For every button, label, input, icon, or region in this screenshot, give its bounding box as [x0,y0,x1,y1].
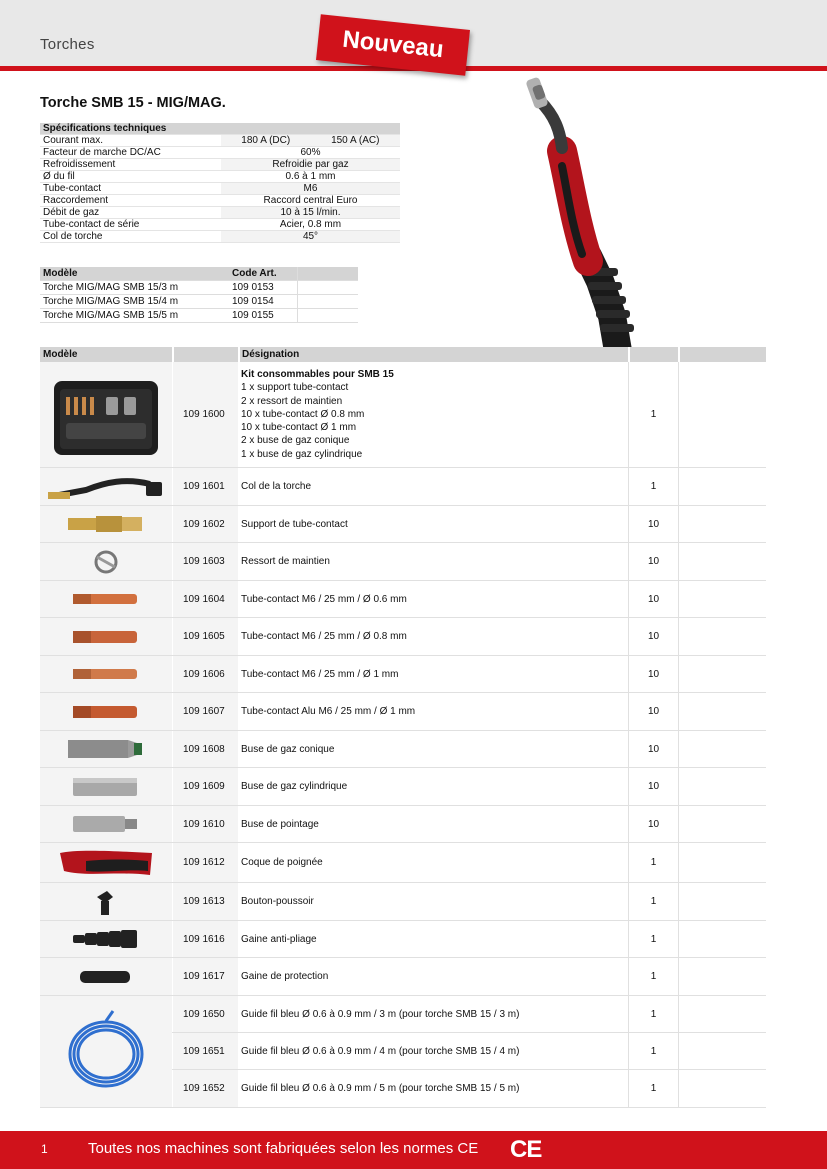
part-code: 109 1604 [172,581,238,617]
model-header [40,267,358,281]
table-row [172,1033,766,1070]
spec-row [40,207,400,219]
spec-row [40,195,400,207]
part-code: 109 1608 [172,731,238,767]
model-name: Torche MIG/MAG SMB 15/5 m [43,310,179,321]
part-description: Buse de gaz cylindrique [238,768,628,805]
code-col-header: Code Art. [232,268,277,279]
part-qty: 1 [628,843,678,882]
model-row [40,295,358,309]
part-code: 109 1616 [172,921,238,957]
footer-note: Toutes nos machines sont fabriquées selon les normes CE [88,1140,479,1157]
torch-image [500,76,680,351]
table-row [40,618,766,656]
contact-holder-icon [40,506,172,542]
parts-designation-header: Désignation [238,347,628,362]
contact-tip-icon [40,693,172,730]
kit-line: 10 x tube-contact Ø 1 mm [241,422,357,434]
part-qty: 10 [628,581,678,617]
wire-guide-icon [40,996,172,1107]
spec-label: Facteur de marche DC/AC [43,147,161,158]
model-code: 109 0155 [232,310,274,321]
part-qty: 10 [628,768,678,805]
product-title: Torche SMB 15 - MIG/MAG. [40,95,226,111]
part-description: Support de tube-contact [238,506,628,542]
spec-table [40,123,400,243]
spec-row [40,159,400,171]
part-description: Tube-contact M6 / 25 mm / Ø 1 mm [238,656,628,692]
spec-row [40,171,400,183]
table-row [40,806,766,843]
part-code: 109 1609 [172,768,238,805]
kit-title: Kit consommables pour SMB 15 [241,368,394,380]
part-description: Tube-contact M6 / 25 mm / Ø 0.6 mm [238,581,628,617]
model-name: Torche MIG/MAG SMB 15/4 m [43,296,179,307]
part-code: 109 1600 [172,362,238,467]
spec-row [40,183,400,195]
part-qty: 1 [628,1033,678,1069]
part-code: 109 1610 [172,806,238,842]
spec-row [40,147,400,159]
table-row [40,506,766,543]
part-description: Buse de pointage [238,806,628,842]
push-button-icon [40,883,172,920]
spec-title: Spécifications techniques [43,123,167,134]
part-description: Tube-contact Alu M6 / 25 mm / Ø 1 mm [238,693,628,730]
table-row [40,958,766,996]
spec-ac: 150 A (AC) [331,135,380,146]
spec-value [221,135,400,146]
model-table [40,267,358,323]
part-qty: 1 [628,1070,678,1107]
table-row [40,921,766,958]
model-name: Torche MIG/MAG SMB 15/3 m [43,282,179,293]
protective-sleeve-icon [40,958,172,995]
kit-line: 2 x buse de gaz conique [241,435,350,447]
spring-icon [40,543,172,580]
contact-tip-icon [40,581,172,617]
model-col-header: Modèle [43,268,78,279]
spec-value: M6 [221,183,400,194]
spec-label: Refroidissement [43,159,116,170]
spec-label: Tube-contact de série [43,219,140,230]
torch-neck-icon [40,468,172,505]
part-description: Guide fil bleu Ø 0.6 à 0.9 mm / 3 m (pour torche SMB 15 / 3 m) [238,996,628,1032]
model-code: 109 0154 [232,296,274,307]
part-code: 109 1601 [172,468,238,505]
table-row [40,883,766,921]
spec-label: Ø du fil [43,171,75,182]
model-code: 109 0153 [232,282,274,293]
table-row [40,768,766,806]
part-description: Gaine de protection [238,958,628,995]
spec-value: 45° [221,231,400,242]
spec-value: Raccord central Euro [263,195,358,206]
table-row [172,1070,766,1107]
contact-tip-icon [40,618,172,655]
part-code: 109 1603 [172,543,238,580]
part-description: Bouton-poussoir [238,883,628,920]
part-code: 109 1613 [172,883,238,920]
table-row [40,656,766,693]
table-row-kit [40,362,766,468]
spec-label: Raccordement [43,195,109,206]
kit-line: 1 x buse de gaz cylindrique [241,448,363,460]
part-qty: 10 [628,731,678,767]
spec-row [40,231,400,243]
part-code: 109 1617 [172,958,238,995]
kit-line: 2 x ressort de maintien [241,395,343,407]
spec-value: 10 à 15 l/min. [221,207,400,218]
handle-shell-icon [40,843,172,882]
part-description: Guide fil bleu Ø 0.6 à 0.9 mm / 4 m (pour torche SMB 15 / 4 m) [238,1033,628,1069]
part-qty: 1 [628,996,678,1032]
new-badge: Nouveau [316,14,470,75]
part-code: 109 1607 [172,693,238,730]
spec-header [40,123,400,135]
table-row [40,693,766,731]
spec-row [40,135,400,147]
part-qty: 1 [628,883,678,920]
spot-nozzle-icon [40,806,172,842]
spec-value: 60% [300,147,321,158]
part-code: 109 1602 [172,506,238,542]
wire-guide-block [40,996,766,1108]
table-row [172,996,766,1033]
part-description: Col de la torche [238,468,628,505]
model-row [40,281,358,295]
part-description: Ressort de maintien [238,543,628,580]
part-code: 109 1612 [172,843,238,882]
part-qty: 1 [628,362,678,467]
spec-value: Refroidie par gaz [221,159,400,170]
kit-description [238,362,628,467]
spec-row [40,219,400,231]
table-row [40,543,766,581]
page-number: 1 [41,1142,48,1156]
footer [0,1131,827,1169]
spec-label: Tube-contact [43,183,101,194]
conical-nozzle-icon [40,731,172,767]
part-description: Guide fil bleu Ø 0.6 à 0.9 mm / 5 m (pour torche SMB 15 / 5 m) [238,1070,628,1107]
ce-mark-icon: CE [510,1136,542,1163]
part-description: Coque de poignée [238,843,628,882]
table-row [40,581,766,618]
part-qty: 10 [628,693,678,730]
kit-line: 10 x tube-contact Ø 0.8 mm [241,408,365,420]
part-qty: 10 [628,543,678,580]
part-qty: 1 [628,468,678,505]
part-qty: 10 [628,806,678,842]
part-code: 109 1605 [172,618,238,655]
kit-line: 1 x support tube-contact [241,382,349,394]
cylindrical-nozzle-icon [40,768,172,805]
contact-tip-icon [40,656,172,692]
table-row [40,468,766,506]
model-row [40,309,358,323]
spec-dc: 180 A (DC) [241,135,291,146]
part-qty: 10 [628,506,678,542]
parts-header [40,347,766,362]
spec-label: Col de torche [43,231,103,242]
part-qty: 10 [628,656,678,692]
spec-label: Débit de gaz [43,207,100,218]
section-title: Torches [40,36,95,53]
part-qty: 1 [628,921,678,957]
part-qty: 10 [628,618,678,655]
part-description: Gaine anti-pliage [238,921,628,957]
part-code: 109 1606 [172,656,238,692]
part-description: Buse de gaz conique [238,731,628,767]
kit-case-icon [40,362,172,467]
table-row [40,731,766,768]
spec-value: Acier, 0.8 mm [279,219,342,230]
part-qty: 1 [628,958,678,995]
part-code: 109 1651 [172,1033,238,1069]
parts-table [40,347,766,1108]
anti-kink-sleeve-icon [40,921,172,957]
part-code: 109 1650 [172,996,238,1032]
spec-value: 0.6 à 1 mm [285,171,336,182]
part-code: 109 1652 [172,1070,238,1107]
parts-model-header: Modèle [43,349,78,360]
part-description: Tube-contact M6 / 25 mm / Ø 0.8 mm [238,618,628,655]
spec-label: Courant max. [43,135,104,146]
table-row [40,843,766,883]
